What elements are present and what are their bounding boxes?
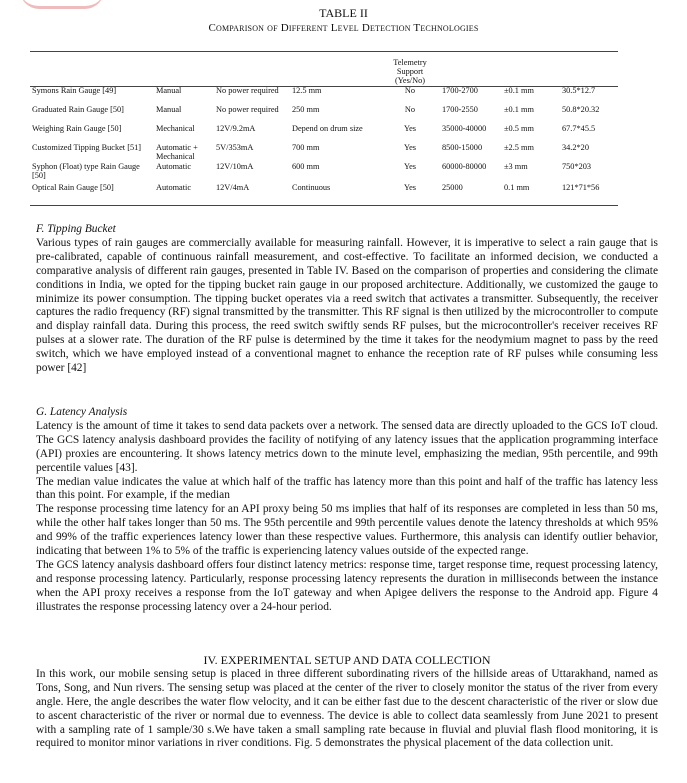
table-cell: 121*71*56	[562, 183, 600, 192]
table-caption: Comparison of Different Level Detection Technologies	[208, 22, 479, 34]
table-cell: 750*203	[562, 162, 592, 171]
table-row	[30, 183, 618, 202]
table-cell: Mechanical	[156, 124, 195, 133]
header-cell	[502, 52, 560, 86]
section-heading: F. Tipping Bucket	[36, 223, 116, 235]
table-cell: 25000	[442, 183, 463, 192]
section-experimental-setup	[36, 654, 658, 751]
section-heading: IV. EXPERIMENTAL SETUP AND DATA COLLECTION	[203, 653, 491, 667]
paragraph: The GCS latency analysis dashboard offers four distinct latency metrics: response time, target response time, request processing latency, and response processing latency. Particularly, response processing latency represents the duration in milliseconds between the instance when the API proxy receives a response from the IoT gateway and when Apigee delivers the response to the Android app. Figure 4 illustrates the response processing latency over a 24-hour period.	[36, 558, 658, 613]
table-cell: 12V/4mA	[216, 183, 250, 192]
table-cell: No power required	[216, 86, 279, 95]
paragraph: In this work, our mobile sensing setup is placed in three different subordinating rivers of the hillside areas of Uttarakhand, named as Tons, Song, and Nun rivers. The sensing setup was placed at the center of the river to closely monitor the status of the river from every angle. Here, the angle describes the water flow velocity, and it can be either fast due to the descent characteristic of the river or slow due to ascent characteristic of the river or normal due to evenness. The device is able to collect data seamlessly from June 2021 to present with a sampling rate of 1 sample/30 s.We have taken a small sampling rate because in fluvial and pluvial flash flood monitoring, it is required to monitor minor variations in river conditions. Fig. 5 demonstrates the physical placement of the data collection unit.	[36, 667, 658, 750]
table-cell: Yes	[403, 124, 417, 133]
table-cell: 0.1 mm	[504, 183, 530, 192]
table-cell: 60000-80000	[442, 162, 487, 171]
table-cell: 30.5*12.7	[562, 86, 596, 95]
table-cell: 600 mm	[292, 162, 320, 171]
table-cell: 12V/10mA	[216, 162, 254, 171]
table-cell: 50.8*20.32	[562, 105, 600, 114]
section-heading: G. Latency Analysis	[36, 406, 128, 418]
section-latency-analysis	[36, 406, 658, 615]
table-cell: 34.2*20	[562, 143, 589, 152]
header-cell	[440, 52, 502, 86]
table-cell: ±2.5 mm	[504, 143, 534, 152]
table-cell: Manual	[156, 86, 182, 95]
table-row	[30, 162, 618, 183]
table-cell: Automatic	[156, 162, 192, 171]
table-cell: Manual	[156, 105, 182, 114]
table-bottom-rule	[30, 205, 618, 206]
table-cell: Symons Rain Gauge [49]	[32, 86, 117, 95]
paragraph: Various types of rain gauges are commercially available for measuring rainfall. However, it is imperative to select a rain gauge that is pre-calibrated, capable of continuous rainfall measurement, and cost-effective. To facilitate an informed decision, we conducted a comparative analysis of different rain gauges, presented in Table IV. Based on the comparison of properties and considering the climate conditions in India, we opted for the tipping bucket rain gauge in our proposed architecture. Additionally, we customized the gauge to minimize its power consumption. The tipping bucket operates via a reed switch that activates a transmitter. Subsequently, the receiver captures the radio frequency (RF) signal transmitted by the transmitter. This RF signal is then utilized by the microcontroller to compute and display rainfall data. During this process, the reed switch swiftly sends RF pulses, but the microcontroller's receiver receives RF pulses at a slower rate. The duration of the RF pulse is determined by the time it takes for the neodymium magnet to pass by the reed switch, which we have employed instead of a conventional magnet to enhance the reception rate of RF pulses while consuming less power [42]	[36, 236, 658, 375]
table-cell: Weighing Rain Gauge [50]	[32, 124, 122, 133]
header-cell	[290, 52, 380, 86]
table-cell: 700 mm	[292, 143, 320, 152]
table-cell: Yes	[403, 162, 417, 171]
paragraph: The median value indicates the value at which half of the traffic has latency more than this point and half of the traffic has latency less than this point. For example, if the median	[36, 475, 658, 502]
table-cell: Automatic	[156, 183, 192, 192]
table-cell: Syphon (Float) type Rain Gauge [50]	[32, 162, 140, 180]
table-cell: 250 mm	[292, 105, 320, 114]
table-cell: Graduated Rain Gauge [50]	[32, 105, 124, 114]
table-cell: Automatic + Mechanical	[156, 143, 198, 161]
table-row	[30, 124, 618, 143]
header-cell-telemetry: Telemetry Support (Yes/No)	[393, 58, 427, 85]
header-cell	[154, 52, 214, 86]
table-cell: Customized Tipping Bucket [51]	[32, 143, 142, 152]
header-cell	[560, 52, 618, 86]
table-cell: Yes	[403, 143, 417, 152]
paragraph: The response processing time latency for an API proxy being 50 ms implies that half of its responses are completed in less than 50 ms, while the other half takes longer than 50 ms. The 95th percentile and 99th percentile values denote the latency thresholds at which 95% and 99% of the traffic experiences latency lower than these respective values. Furthermore, this analysis can identify outlier behavior, indicating that between 1% to 5% of the traffic is experiencing latency values outside of the expected range.	[36, 503, 658, 558]
table-cell: 67.7*45.5	[562, 124, 596, 133]
header-cell	[214, 52, 290, 86]
table-cell: Yes	[403, 183, 417, 192]
comparison-table	[30, 52, 618, 202]
table-cell: ±3 mm	[504, 162, 528, 171]
table-cell: Depend on drum size	[292, 124, 363, 133]
section-tipping-bucket	[36, 223, 658, 376]
table-cell: ±0.5 mm	[504, 124, 534, 133]
table-cell: No	[404, 86, 416, 95]
table-cell: 1700-2700	[442, 86, 478, 95]
table-title: TABLE II	[319, 6, 368, 20]
table-cell: Optical Rain Gauge [50]	[32, 183, 114, 192]
table-cell: Continuous	[292, 183, 331, 192]
table-cell: 12.5 mm	[292, 86, 322, 95]
paragraph: Latency is the amount of time it takes to send data packets over a network. The sensed data are directly uploaded to the GCS IoT cloud. The GCS latency analysis dashboard provides the facility of notifying of any latency issues that the application programming interface (API) proxies are encountering. It shows latency metrics down to the minute level, emphasizing the median, 95th percentile, and 99th percentile values [43].	[36, 419, 658, 474]
table-cell: ±0.1 mm	[504, 86, 534, 95]
table-header-row	[30, 52, 618, 86]
table-cell: No power required	[216, 105, 279, 114]
table-row	[30, 105, 618, 124]
table-cell: 5V/353mA	[216, 143, 254, 152]
table-cell: No	[404, 105, 416, 114]
table-cell: 1700-2550	[442, 105, 478, 114]
table-cell: 35000-40000	[442, 124, 487, 133]
table-cell: 12V/9.2mA	[216, 124, 256, 133]
table-row	[30, 143, 618, 162]
table-row	[30, 86, 618, 105]
table-cell: 8500-15000	[442, 143, 483, 152]
header-cell	[30, 52, 154, 86]
table-cell: ±0.1 mm	[504, 105, 534, 114]
